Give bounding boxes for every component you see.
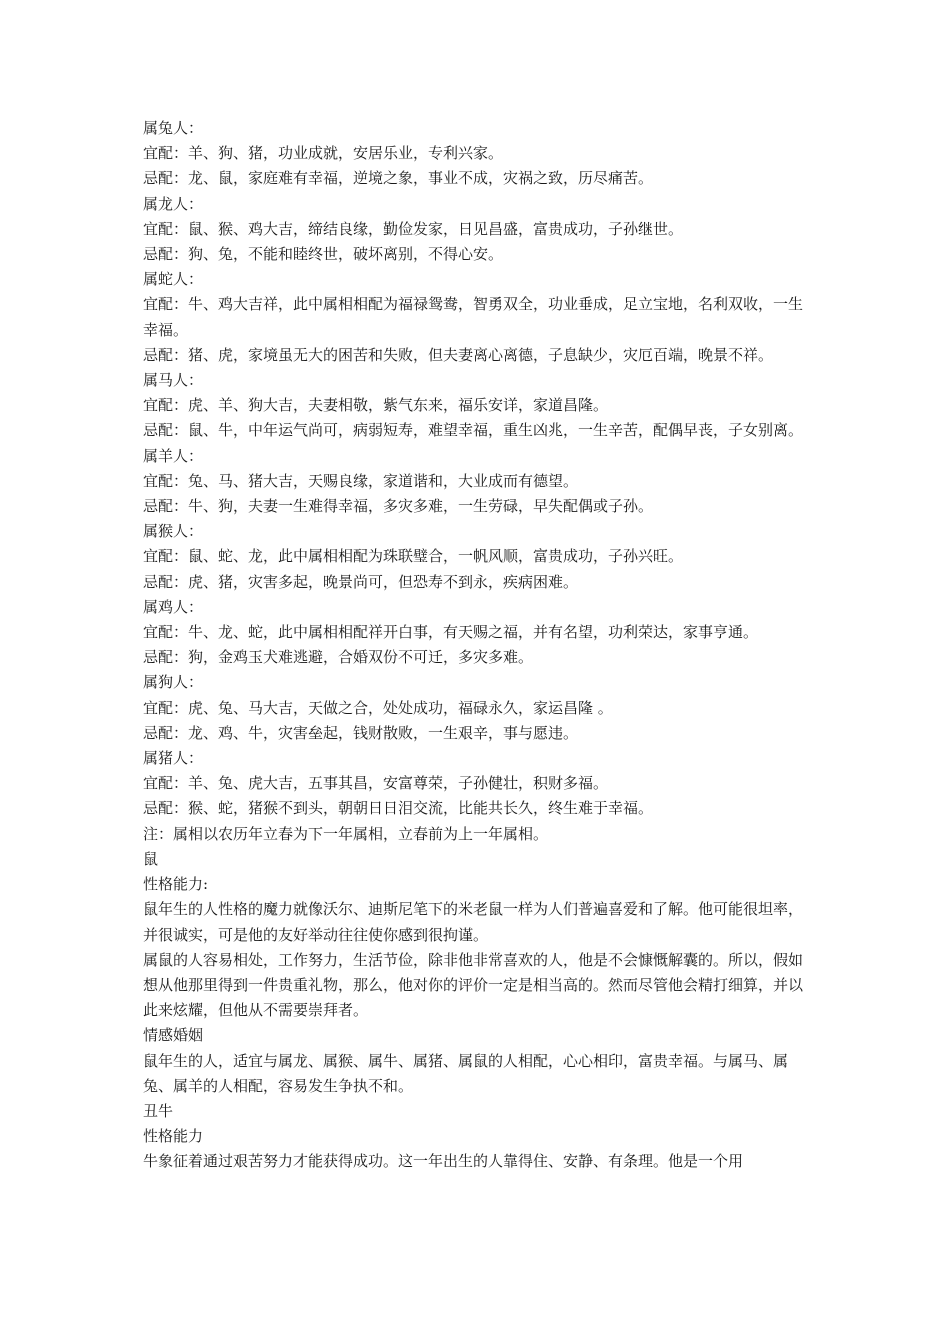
rooster-bad-match: 忌配：狗，金鸡玉犬难逃避，合婚双份不可迁，多灾多难。 [143, 648, 534, 667]
rat-marriage-heading: 情感婚姻 [143, 1026, 204, 1045]
goat-good-match: 宜配：兔、马、猪大吉，天赐良缘，家道谐和，大业成而有德望。 [143, 471, 579, 490]
horse-bad-match: 忌配：鼠、牛，中年运气尚可，病弱短寿，难望幸福，重生凶兆，一生辛苦，配偶早丧，子女别离。 [143, 421, 804, 440]
snake-bad-match: 忌配：猪、虎，家境虽无大的困苦和失败，但夫妻离心离德，子息缺少，灾厄百端，晚景不祥。 [143, 345, 774, 364]
pig-bad-match: 忌配：猴、蛇，猪猴不到头，朝朝日日泪交流，比能共长久，终生难于幸福。 [143, 799, 654, 818]
heading-pig: 属猪人： [143, 749, 204, 768]
rat-personality-heading: 性格能力: [143, 875, 209, 894]
heading-rooster: 属鸡人： [143, 597, 204, 616]
heading-rabbit: 属兔人： [143, 119, 204, 137]
goat-bad-match: 忌配：牛、狗，夫妻一生难得幸福，多灾多难，一生劳碌，早失配偶或子孙。 [143, 497, 654, 516]
rat-personality-paragraph-1: 鼠年生的人性格的魔力就像沃尔、迪斯尼笔下的米老鼠一样为人们普遍喜爱和了解。他可能很坦率，并很诚实，可是他的友好举动往往使你感到很拘谨。 [143, 900, 804, 944]
monkey-good-match: 宜配：鼠、蛇、龙，此中属相相配为珠联璧合，一帆风顺，富贵成功，子孙兴旺。 [143, 547, 684, 566]
rat-personality-paragraph-2: 属鼠的人容易相处，工作努力，生活节俭，除非他非常喜欢的人，他是不会慷慨解囊的。所以，假如想从他那里得到一件贵重礼物，那么，他对你的评价一定是相当高的。然而尽管他会精打细算，并以此来炫耀，但他从不需要崇拜者。 [143, 950, 804, 1020]
ox-personality-paragraph: 牛象征着通过艰苦努力才能获得成功。这一年出生的人靠得住、安静、有条理。他是一个用 [143, 1152, 744, 1171]
dog-good-match: 宜配：虎、兔、马大吉，天做之合，处处成功，福碌永久，家运昌隆 。 [143, 698, 613, 717]
monkey-bad-match: 忌配：虎、猪，灾害多起，晚景尚可，但恐寿不到永，疾病困难。 [143, 572, 579, 591]
heading-ox: 丑牛 [143, 1101, 174, 1120]
note: 注：属相以农历年立春为下一年属相，立春前为上一年属相。 [143, 824, 549, 843]
rat-marriage-paragraph: 鼠年生的人，适宜与属龙、属猴、属牛、属猪、属鼠的人相配，心心相印，富贵幸福。与属马、属兔、属羊的人相配，容易发生争执不和。 [143, 1051, 789, 1095]
heading-rat: 鼠 [143, 849, 159, 868]
rooster-good-match: 宜配：牛、龙、蛇，此中属相相配祥开白事，有天赐之福，并有名望，功利荣达，家事亨通。 [143, 623, 759, 642]
heading-monkey: 属猴人： [143, 522, 204, 541]
pig-good-match: 宜配：羊、兔、虎大吉，五事其昌，安富尊荣，子孙健壮，积财多福。 [143, 774, 609, 793]
dog-bad-match: 忌配：龙、鸡、牛，灾害垒起，钱财散败，一生艰辛，事与愿违。 [143, 723, 579, 742]
heading-dragon: 属龙人： [143, 194, 204, 213]
rabbit-bad-match: 忌配：龙、鼠，家庭难有幸福，逆境之象，事业不成，灾祸之致，历尽痛苦。 [143, 169, 654, 188]
ox-personality-heading: 性格能力 [143, 1127, 204, 1146]
heading-goat: 属羊人： [143, 446, 204, 465]
snake-good-match: 宜配：牛、鸡大吉祥，此中属相相配为福禄鸳鸯，智勇双全，功业垂成，足立宝地，名利双收，一生幸福。 [143, 295, 804, 339]
horse-good-match: 宜配：虎、羊、狗大吉，夫妻相敬，紫气东来，福乐安详，家道昌隆。 [143, 396, 609, 415]
dragon-bad-match: 忌配：狗、兔，不能和睦终世，破坏离别，不得心安。 [143, 245, 504, 264]
document-body [143, 116, 811, 1175]
heading-snake: 属蛇人： [143, 270, 204, 289]
rabbit-good-match: 宜配：羊、狗、猪，功业成就，安居乐业，专利兴家。 [143, 144, 504, 163]
heading-dog: 属狗人： [143, 673, 204, 692]
heading-horse: 属马人： [143, 371, 204, 390]
dragon-good-match: 宜配：鼠、猴、鸡大吉，缔结良缘，勤俭发家，日见昌盛，富贵成功，子孙继世。 [143, 219, 684, 238]
